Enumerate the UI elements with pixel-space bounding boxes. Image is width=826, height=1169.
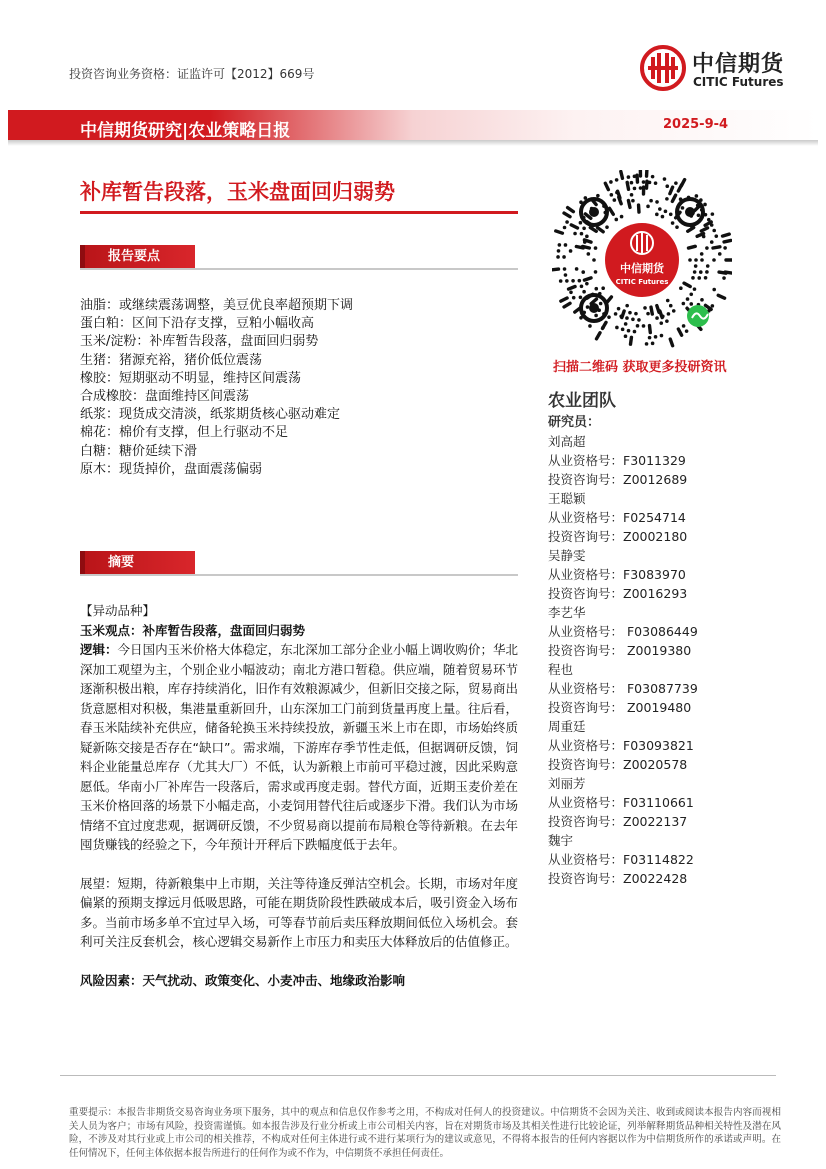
- team-member: [548, 432, 798, 489]
- report-date: 2025-9-4: [663, 117, 729, 132]
- section-rule: [80, 574, 518, 576]
- logic-paragraph: [80, 640, 518, 855]
- member-license: 从业资格号： F03086449: [548, 624, 698, 639]
- qr-center-cn: 中信期货: [620, 262, 664, 275]
- member-license: 从业资格号：F3011329: [548, 453, 686, 468]
- member-name: 吴静雯: [548, 548, 586, 563]
- view-label: 玉米观点：: [80, 622, 143, 638]
- member-advisor-id: 投资咨询号：Z0020578: [548, 757, 688, 772]
- qr-caption: 扫描二维码 获取更多投研资讯: [553, 360, 727, 375]
- logic-label: 逻辑：: [80, 642, 118, 657]
- team-member: [548, 603, 798, 660]
- footer-rule: [60, 1075, 776, 1076]
- qr-code[interactable]: [552, 170, 732, 350]
- member-advisor-id: 投资咨询号： Z0019480: [548, 700, 692, 715]
- member-advisor-id: 投资咨询号：Z0022137: [548, 814, 688, 829]
- member-name: 刘高超: [548, 434, 586, 449]
- risk-factors: 风险因素：天气扰动、政策变化、小麦冲击、地缘政治影响: [80, 972, 406, 988]
- section-rule: [80, 268, 518, 270]
- team-member: [548, 546, 798, 603]
- key-points-list: [80, 297, 520, 479]
- member-advisor-id: 投资咨询号： Z0019380: [548, 643, 692, 658]
- citic-logo-icon: [640, 45, 686, 91]
- summary-tag: 【异动品种】: [80, 603, 156, 618]
- key-point-item: 白糖：糖价延续下滑: [80, 443, 198, 459]
- member-name: 魏宇: [548, 833, 574, 848]
- logo-en: CITIC Futures: [693, 75, 784, 89]
- logo-cn: 中信期货: [692, 52, 785, 77]
- section-tab-key-points: 报告要点: [80, 245, 195, 269]
- member-license: 从业资格号：F03110661: [548, 795, 694, 810]
- key-point-item: 生猪：猪源充裕，猪价低位震荡: [80, 352, 263, 368]
- headline-rule: [80, 211, 518, 214]
- corn-view: [80, 621, 518, 641]
- member-license: 从业资格号：F03093821: [548, 738, 694, 753]
- team-subtitle: 研究员：: [548, 415, 601, 430]
- key-point-item: 蛋白粕：区间下沿存支撑，豆粕小幅收高: [80, 316, 315, 332]
- member-name: 程也: [548, 662, 574, 677]
- logic-text: 今日国内玉米价格大体稳定，东北深加工部分企业小幅上调收购价；华北深加工观望为主，个别企业小幅波动；南北方港口暂稳。供应端，随着贸易环节逐渐积极出粮，库存持续消化，旧作有效粮源减少，但新旧交接之际，贸易商出货意愿相对积极，集港量重新回升，山东深加工门前到货量再度上量。往后看，春玉米陆续补充供应，储备轮换玉米持续投放，新疆玉米上市在即，市场始终质疑新陈交接是否存在“缺口”。需求端，下游库存季节性走低，但据调研反馈，饲料企业能量总库存（尤其大厂）不低，认为新粮上市前可平稳过渡，因此采购意愿低。华南小厂补库告一段落后，需求或再度走弱。替代方面，近期玉麦价差在玉米价格回落的场景下小幅走高，小麦饲用替代往后或逐步下滑。我们认为市场情绪不宜过度悲观，据调研反馈，不少贸易商以提前布局粮仓等待新粮。在去年囤货赚钱的经验之下，今年预计开秤后下跌幅度低于去年。: [80, 642, 518, 852]
- member-advisor-id: 投资咨询号：Z0002180: [548, 529, 688, 544]
- key-point-item: 油脂：或继续震荡调整，美豆优良率超预期下调: [80, 298, 354, 313]
- key-point-item: 原木：现货掉价，盘面震荡偏弱: [80, 461, 263, 477]
- report-headline: 补库暂告段落，玉米盘面回归弱势: [80, 180, 395, 204]
- key-point-item: 纸浆：现货成交清淡，纸浆期货核心驱动难定: [80, 407, 341, 423]
- team-member: [548, 831, 798, 888]
- outlook-paragraph: 展望：短期，待新粮集中上市期，关注等待逢反弹沽空机会。长期，市场对年度偏紧的预期支撑远月低吸思路，可能在期货阶段性跌破成本后，吸引资金入场布多。当前市场多单不宜过早入场，可等春节前后卖压释放期间低位入场机会。套利可关注反套机会，核心逻辑交易新作上市压力和卖压大体释放后的估值修正。: [80, 875, 518, 949]
- member-name: 周重廷: [548, 719, 586, 734]
- key-point-item: 玉米/淀粉：补库暂告段落，盘面回归弱势: [80, 334, 319, 350]
- team-member: [548, 774, 798, 831]
- team-panel: [548, 386, 798, 888]
- license-text: 投资咨询业务资格：证监许可【2012】669号: [69, 67, 315, 81]
- member-license: 从业资格号：F0254714: [548, 510, 686, 525]
- qr-center-en: CITIC Futures: [615, 278, 669, 286]
- member-name: 王聪颖: [548, 491, 586, 506]
- disclaimer-text: 重要提示：本报告非期货交易咨询业务项下服务，其中的观点和信息仅作参考之用，不构成对任何人的投资建议。中信期货不会因为关注、收到或阅读本报告内容而视相关人员为客户；市场有风险，投资需谨慎。如本报告涉及行业分析或上市公司相关内容，旨在对期货市场及其相关性进行比较论证，列举解释期货品种相关特性及潜在风险，不涉及对其行业或上市公司的相关推荐，不构成对任何主体进行或不进行某项行为的建议或意见，不得将本报告的任何内容据以作为中信期货所作的承诺或声明。在任何情况下，任何主体依据本报告所进行的任何作为或不作为，中信期货不承担任何责任。: [69, 1107, 781, 1159]
- team-member: [548, 489, 798, 546]
- view-text: 补库暂告段落，盘面回归弱势: [142, 622, 306, 638]
- section-tab-summary: 摘要: [80, 551, 195, 575]
- member-license: 从业资格号：F03114822: [548, 852, 694, 867]
- member-name: 刘丽芳: [548, 776, 586, 791]
- member-advisor-id: 投资咨询号：Z0016293: [548, 586, 688, 601]
- team-member: [548, 660, 798, 717]
- member-advisor-id: 投资咨询号：Z0012689: [548, 472, 688, 487]
- key-point-item: 橡胶：短期驱动不明显，维持区间震荡: [80, 370, 302, 386]
- citic-futures-logo: [640, 45, 810, 93]
- member-license: 从业资格号：F3083970: [548, 567, 686, 582]
- key-point-item: 合成橡胶：盘面维持区间震荡: [80, 389, 250, 405]
- summary-body: [80, 601, 518, 990]
- team-title: 农业团队: [548, 391, 616, 411]
- member-name: 李艺华: [548, 605, 586, 620]
- member-advisor-id: 投资咨询号：Z0022428: [548, 871, 688, 886]
- member-license: 从业资格号： F03087739: [548, 681, 698, 696]
- banner-title: 中信期货研究|农业策略日报: [80, 121, 291, 141]
- team-member: [548, 717, 798, 774]
- key-point-item: 棉花：棉价有支撑，但上行驱动不足: [80, 425, 289, 441]
